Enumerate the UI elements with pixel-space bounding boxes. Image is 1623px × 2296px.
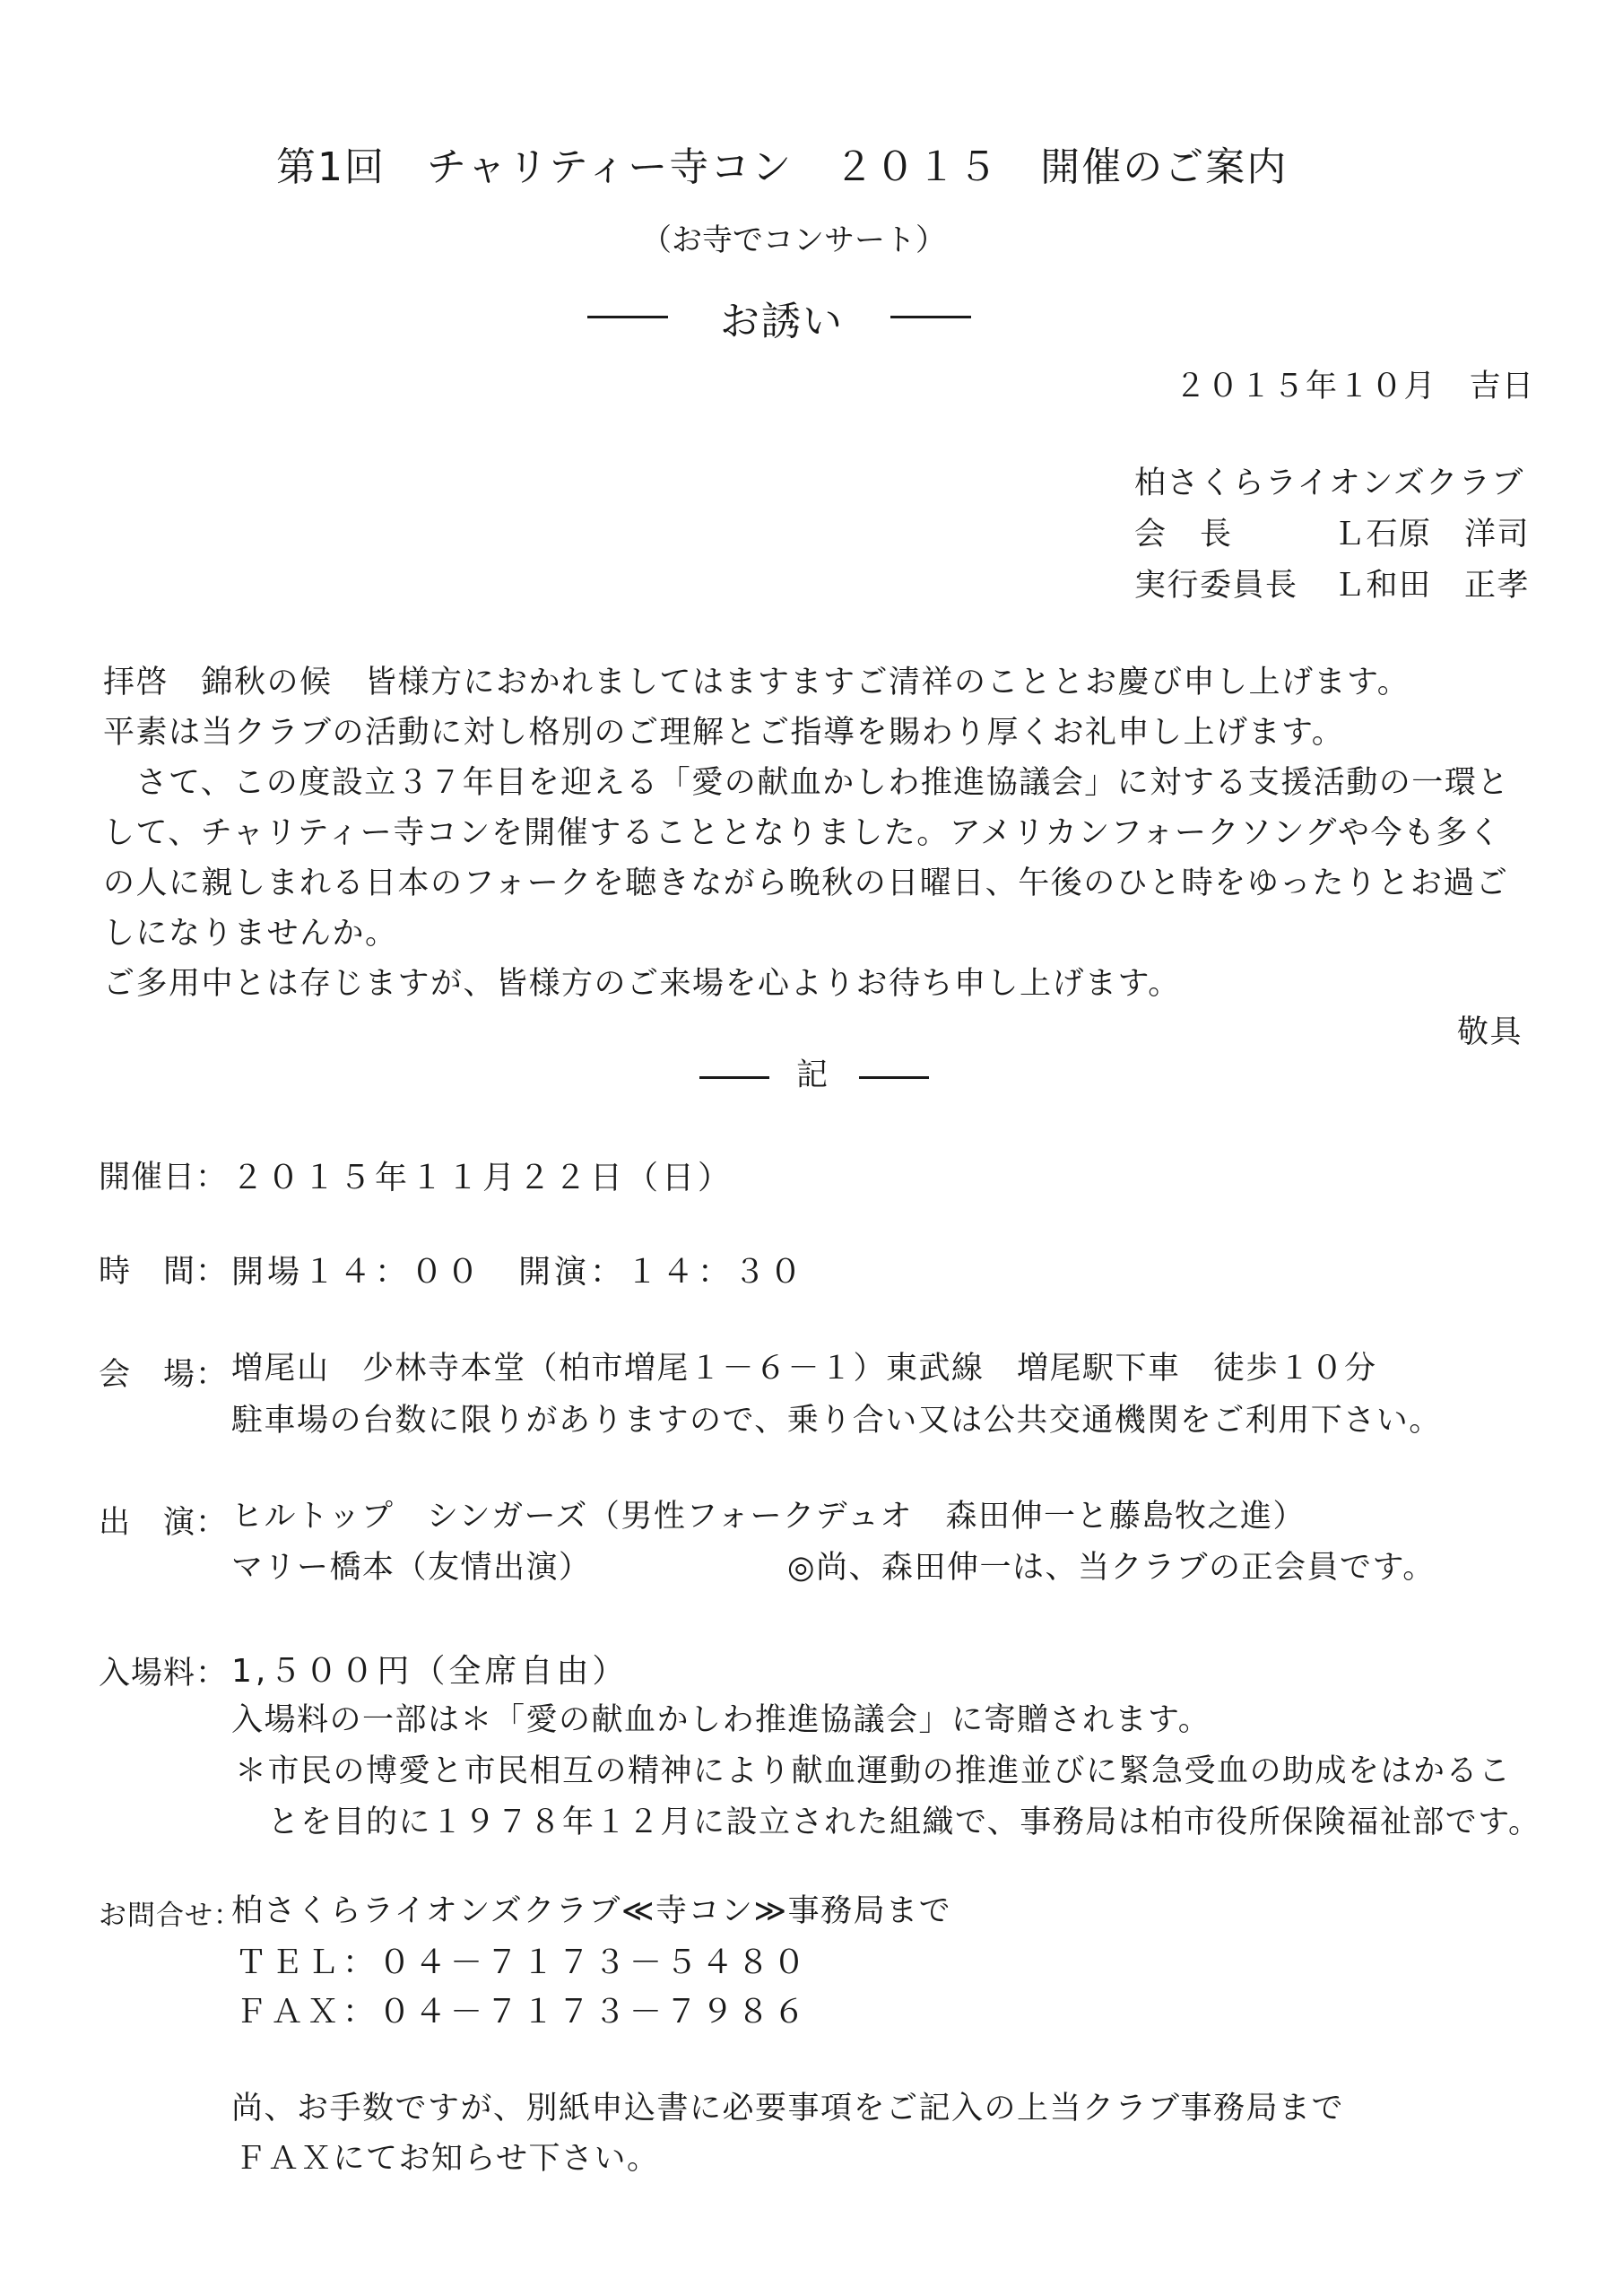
ki-dash-right bbox=[859, 1076, 929, 1079]
performer-note: ◎尚、森田伸一は、当クラブの正会員です。 bbox=[787, 1550, 1436, 1586]
performer-guest: マリー橋本（友情出演） bbox=[231, 1550, 592, 1586]
letter-line: しになりませんか。 bbox=[103, 916, 398, 952]
closing-note: 尚、お手数ですが、別紙申込書に必要事項をご記入の上当クラブ事務局まで bbox=[231, 2091, 1345, 2126]
fee-footnote: ＊市民の博愛と市民相互の精神により献血運動の推進並びに緊急受血の助成をはかるこ bbox=[235, 1753, 1512, 1789]
ki-dash-left bbox=[699, 1076, 769, 1079]
fee-value: 1,５００円（全席自由） bbox=[231, 1653, 629, 1690]
letter-line: さて、この度設立３７年目を迎える「愛の献血かしわ推進協議会」に対する支援活動の一環と bbox=[103, 765, 1510, 801]
fee-label: 入場料： bbox=[99, 1656, 229, 1692]
contact-label: お問合せ： bbox=[99, 1900, 242, 1932]
invite-dash-right bbox=[890, 316, 971, 318]
page-subtitle: （お寺でコンサート） bbox=[641, 222, 946, 258]
invite-dash-left bbox=[587, 316, 668, 318]
contact-tel: ＴＥＬ：０４－７１７３－５４８０ bbox=[235, 1944, 810, 1981]
letter-date: ２０１５年１０月 吉日 bbox=[1175, 369, 1535, 404]
sender-president-name: Ｌ石原 洋司 bbox=[1333, 517, 1531, 552]
invite-heading: お誘い bbox=[720, 299, 844, 344]
venue-value: 増尾山 少林寺本堂（柏市増尾１－６－１）東武線 増尾駅下車 徒歩１０分 bbox=[231, 1351, 1377, 1387]
date-label: 開催日： bbox=[99, 1160, 229, 1196]
letter-line: ご多用中とは存じますが、皆様方のご来場を心よりお待ち申し上げます。 bbox=[103, 966, 1181, 1002]
date-value: ２０１５年１１月２２日（日） bbox=[231, 1160, 734, 1196]
letter-line: の人に親しまれる日本のフォークを聴きながら晩秋の日曜日、午後のひと時をゆったりとお過ご bbox=[103, 865, 1509, 901]
venue-label: 会 場： bbox=[99, 1357, 229, 1393]
sender-president-role: 会 長 bbox=[1134, 517, 1233, 552]
fee-footnote: とを目的に１９７８年１２月に設立された組織で、事務局は柏市役所保険福祉部です。 bbox=[235, 1805, 1541, 1840]
sender-committee-name: Ｌ和田 正孝 bbox=[1333, 568, 1531, 604]
time-label: 時 間： bbox=[99, 1254, 229, 1290]
contact-value: 柏さくらライオンズクラブ≪寺コン≫事務局まで bbox=[231, 1893, 952, 1929]
letter-line: して、チャリティー寺コンを開催することとなりました。アメリカンフォークソングや今も多く bbox=[103, 815, 1502, 851]
letter-line: 平素は当クラブの活動に対し格別のご理解とご指導を賜わり厚くお礼申し上げます。 bbox=[103, 715, 1345, 751]
sender-org: 柏さくらライオンズクラブ bbox=[1134, 465, 1524, 501]
letter-closing: 敬具 bbox=[1457, 1014, 1523, 1050]
letter-line: 拝啓 錦秋の候 皆様方におかれましてはますますご清祥のこととお慶び申し上げます。 bbox=[103, 665, 1410, 700]
ki-heading: 記 bbox=[796, 1057, 829, 1093]
time-value: 開場１４：００ 開演：１４：３０ bbox=[231, 1254, 806, 1291]
sender-committee-role: 実行委員長 bbox=[1134, 568, 1298, 604]
performer-value: ヒルトップ シンガーズ（男性フォークデュオ 森田伸一と藤島牧之進） bbox=[231, 1499, 1306, 1535]
closing-note: ＦＡＸにてお知らせ下さい。 bbox=[235, 2141, 660, 2177]
fee-note: 入場料の一部は＊「愛の献血かしわ推進協議会」に寄贈されます。 bbox=[231, 1702, 1211, 1738]
page-title: 第1回 チャリティー寺コン ２０１５ 開催のご案内 bbox=[276, 144, 1289, 190]
venue-note: 駐車場の台数に限りがありますので、乗り合い又は公共交通機関をご利用下さい。 bbox=[231, 1403, 1442, 1439]
performer-label: 出 演： bbox=[99, 1505, 229, 1541]
contact-fax: ＦＡＸ：０４－７１７３－７９８６ bbox=[235, 1994, 810, 2031]
